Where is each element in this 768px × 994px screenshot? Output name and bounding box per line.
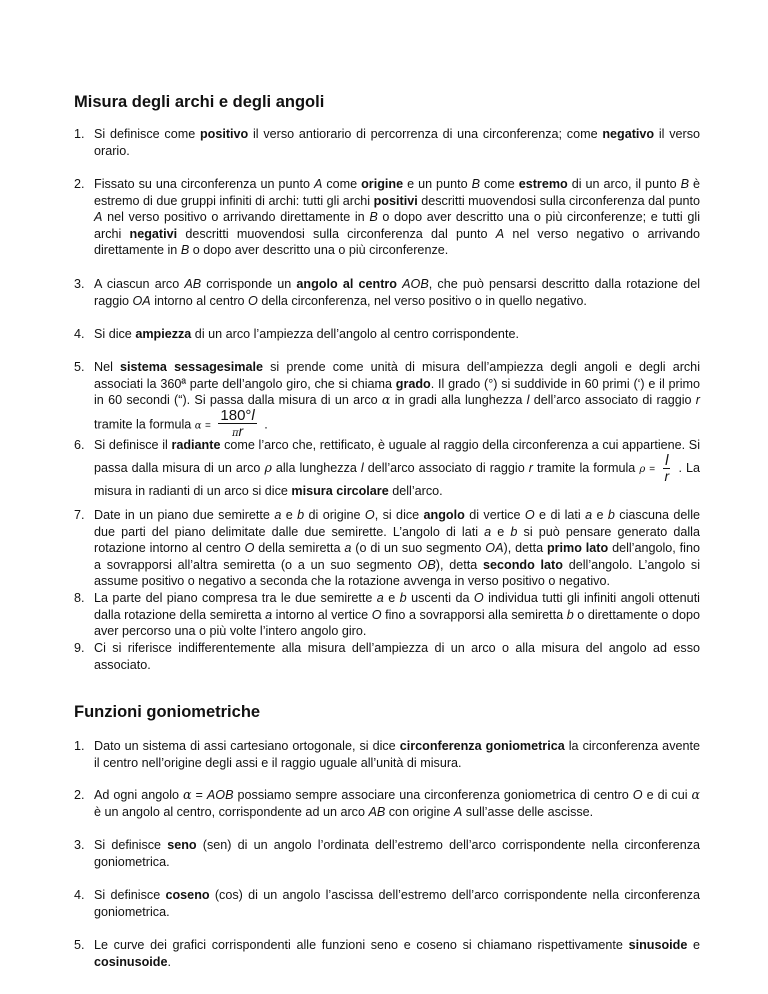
item-text: Fissato su una circonferenza un punto A come origine e un punto B come estremo di un arco, il punto B è estremo di due gruppi infiniti di archi: tutti gli archi positivi descritti muovendosi sulla circonferenza dal punto A nel verso positivo o arrivando direttamente in B o dopo aver descritto una o più circonferenze; e tutti gli archi negativi descritti muovendosi sulla circonferenza dal punto A nel verso negativo o arrivando direttamente in B o dopo aver descritto una o più circonferenze. <box>94 177 700 258</box>
item-text: Date in un piano due semirette a e b di origine O, si dice angolo di vertice O e di lati a e b ciascuna delle due parti del piano delimitate dalle due semirette. L’angolo di lati a e b si può pensare generato dalla rotazione intorno al centro O della semiretta a (o di un suo segmento OA), detta primo lato dell’angolo, fino a sovrapporsi all’altra semiretta (o a un suo segmento OB), detta secondo lato dell’angolo. L’angolo si assume positivo o negativo a seconda che la rotazione avvenga in verso positivo o negativo. <box>94 508 701 589</box>
item-text: Si dice ampiezza di un arco l’ampiezza dell’angolo al centro corrispondente. <box>94 327 519 341</box>
list-item <box>74 837 700 870</box>
list-item <box>74 887 700 920</box>
item-text: Dato un sistema di assi cartesiano ortogonale, si dice circonferenza goniometrica la circonferenza avente il centro nell’origine degli assi e il raggio uguale all’unità di misura. <box>94 739 700 770</box>
item-number: 8. <box>74 591 85 605</box>
list-item <box>74 640 700 673</box>
item-number: 3. <box>74 838 85 852</box>
item-number: 1. <box>74 739 85 753</box>
item-text: A ciascun arco AB corrisponde un angolo al centro AOB, che può pensarsi descritto dalla rotazione del raggio OA intorno al centro O della circonferenza, nel verso positivo o in quello negativo. <box>94 277 701 308</box>
section-title-funzioni: Funzioni goniometriche <box>74 703 261 721</box>
list-item <box>74 937 700 970</box>
item-number: 6. <box>74 438 85 452</box>
list-item <box>74 590 700 640</box>
list-item <box>74 126 700 159</box>
list-item <box>74 359 700 441</box>
item-number: 2. <box>74 177 85 191</box>
item-number: 5. <box>74 938 85 952</box>
section-title-misura: Misura degli archi e degli angoli <box>74 93 325 111</box>
list-item <box>74 276 700 309</box>
item-text: Si definisce coseno (cos) di un angolo l’ascissa dell’estremo dell’arco corrispondente nella circonferenza goniometrica. <box>94 888 700 919</box>
list-item <box>74 437 700 499</box>
list-item <box>74 738 700 771</box>
item-number: 7. <box>74 508 85 522</box>
item-text: Si definisce il radiante come l’arco che, rettificato, è uguale al raggio della circonferenza a cui appartiene. Si passa dalla misura di un arco ρ alla lunghezza l dell’arco associato di raggio r tramite la formula ρ = $\frac{l}{r}$ . La misura in radianti di un arco si dice misura circolare dell’arco. <box>94 438 700 498</box>
item-text: La parte del piano compresa tra le due semirette a e b uscenti da O individua tutti gli infiniti angoli ottenuti dalla rotazione della semiretta a intorno al vertice O fino a sovrapporsi alla semiretta b o direttamente o dopo aver percorso una o più volte l’intero angolo giro. <box>94 591 700 639</box>
list-item <box>74 787 700 820</box>
item-text: Ci si riferisce indifferentemente alla misura dell’ampiezza di un arco o alla misura del angolo ad esso associato. <box>94 641 700 672</box>
item-number: 4. <box>74 888 85 902</box>
item-number: 5. <box>74 360 85 374</box>
item-number: 4. <box>74 327 85 341</box>
list-item <box>74 176 700 259</box>
item-text: Nel sistema sessagesimale si prende come unità di misura dell’ampiezza degli angoli e degli archi associati la 360ª parte dell’angolo giro, che si chiama grado. Il grado (°) si suddivide in 60 primi (‘) e il primo in 60 secondi (“). Si passa dalla misura di un arco α in gradi alla lunghezza l dell’arco associato di raggio r tramite la formula α = $\frac{180^\circ l}{\pi r}$ . <box>94 360 701 439</box>
item-number: 3. <box>74 277 85 291</box>
item-text: Si definisce seno (sen) di un angolo l’ordinata dell’estremo dell’arco corrispondente nella circonferenza goniometrica. <box>94 838 700 869</box>
item-number: 2. <box>74 788 85 802</box>
list-item <box>74 326 700 343</box>
item-text: Si definisce come positivo il verso antiorario di percorrenza di una circonferenza; come negativo il verso orario. <box>94 127 701 158</box>
item-number: 9. <box>74 641 85 655</box>
list-item <box>74 507 700 590</box>
item-number: 1. <box>74 127 85 141</box>
item-text: Ad ogni angolo α = AOB possiamo sempre associare una circonferenza goniometrica di centro O e di cui α è un angolo al centro, corrispondente ad un arco AB con origine A sull’asse delle ascisse. <box>94 787 701 819</box>
item-text: Le curve dei grafici corrispondenti alle funzioni seno e coseno si chiamano rispettivamente sinusoide e cosinusoide. <box>94 938 700 969</box>
